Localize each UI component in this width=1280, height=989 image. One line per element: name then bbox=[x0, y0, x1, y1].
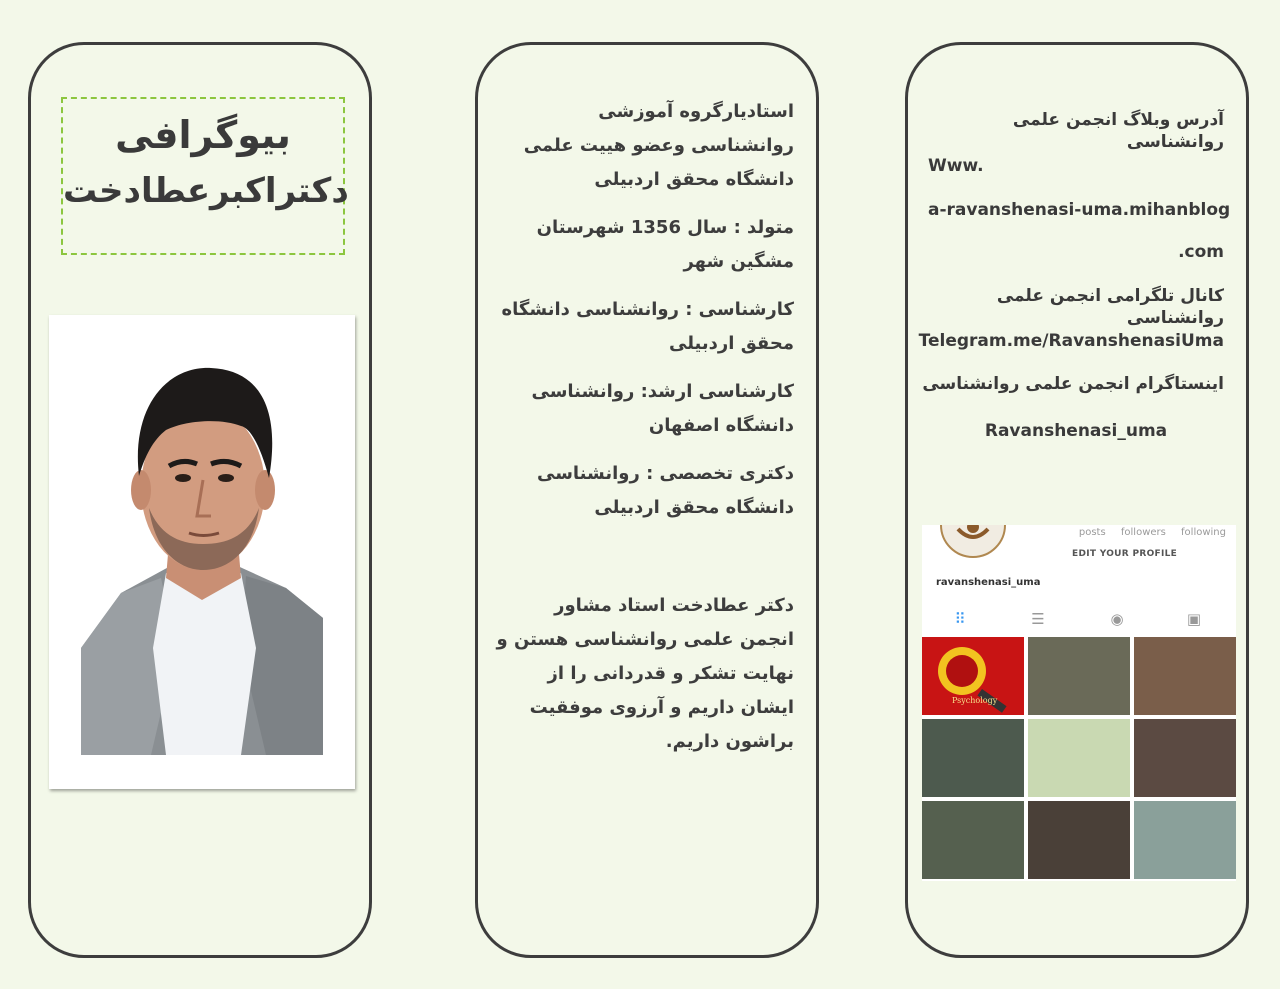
tagged-icon[interactable]: ▣ bbox=[1186, 610, 1202, 628]
title-box bbox=[61, 97, 349, 255]
ig-following: following bbox=[1181, 527, 1226, 538]
ig-tile-psychology[interactable] bbox=[922, 637, 1024, 715]
ig-tile[interactable] bbox=[1028, 637, 1130, 715]
ig-tabs bbox=[922, 609, 1236, 633]
blog-label: آدرس وبلاگ انجمن علمی روانشناسی bbox=[1012, 110, 1224, 152]
ig-tile[interactable] bbox=[1028, 801, 1130, 879]
telegram-url[interactable]: Telegram.me/RavanshenasiUma bbox=[918, 331, 1224, 351]
instagram-label: اینستاگرام انجمن علمی روانشناسی bbox=[922, 374, 1224, 394]
ig-tile[interactable] bbox=[1028, 719, 1130, 797]
blog-url-line1[interactable]: Www. bbox=[928, 156, 984, 176]
blog-url-line2[interactable]: a-ravanshenasi-uma.mihanblog bbox=[928, 200, 1231, 220]
ig-tile-caption: Psychology bbox=[952, 696, 998, 705]
grid-icon[interactable]: ⠿ bbox=[954, 610, 966, 628]
ig-tile[interactable] bbox=[1134, 801, 1236, 879]
ig-tile[interactable] bbox=[922, 719, 1024, 797]
bachelor-text: کارشناسی : روانشناسی دانشگاه محقق اردبیلی bbox=[501, 299, 794, 354]
ig-avatar bbox=[938, 525, 1008, 559]
ig-stats bbox=[1067, 527, 1226, 538]
position-text: استادیارگروه آموزشی روانشناسی وعضو هییت علمی دانشگاه محقق اردبیلی bbox=[523, 101, 794, 190]
acknowledgement-text: دکتر عطادخت استاد مشاور انجمن علمی روانشناسی هستن و نهایت تشکر و قدردانی را از ایشان داریم و آرزوی موفقیت براشون داریم. bbox=[496, 595, 794, 752]
location-icon[interactable]: ◉ bbox=[1110, 610, 1124, 628]
ig-photo-grid bbox=[922, 637, 1236, 881]
ig-username: ravanshenasi_uma bbox=[936, 577, 1041, 588]
portrait-frame bbox=[49, 315, 355, 789]
blog-url-line3[interactable]: .com bbox=[1178, 242, 1224, 262]
ig-followers: followers bbox=[1120, 527, 1166, 538]
telegram-label: کانال تلگرامی انجمن علمی روانشناسی bbox=[996, 286, 1224, 328]
birth-text: متولد : سال 1356 شهرستان مشگین شهر bbox=[536, 217, 794, 272]
person-name: دکتراکبرعطادخت bbox=[63, 171, 349, 211]
biography-panel bbox=[28, 42, 372, 958]
master-text: کارشناسی ارشد: روانشناسی دانشگاه اصفهان bbox=[531, 381, 794, 436]
phd-text: دکتری تخصصی : روانشناسی دانشگاه محقق اردبیلی bbox=[537, 463, 794, 518]
ig-tile[interactable] bbox=[1134, 719, 1236, 797]
biography-title: بیوگرافی bbox=[115, 113, 291, 157]
ig-posts: posts bbox=[1078, 527, 1106, 538]
ig-tile[interactable] bbox=[1134, 637, 1236, 715]
details-panel bbox=[475, 42, 819, 958]
instagram-handle[interactable]: Ravanshenasi_uma bbox=[984, 421, 1168, 441]
edit-profile-button[interactable]: EDIT YOUR PROFILE bbox=[1072, 549, 1178, 559]
portrait-photo bbox=[81, 348, 323, 755]
list-icon[interactable]: ☰ bbox=[1031, 610, 1045, 628]
instagram-screenshot bbox=[922, 525, 1236, 881]
contact-panel bbox=[905, 42, 1249, 958]
ig-tile[interactable] bbox=[922, 801, 1024, 879]
